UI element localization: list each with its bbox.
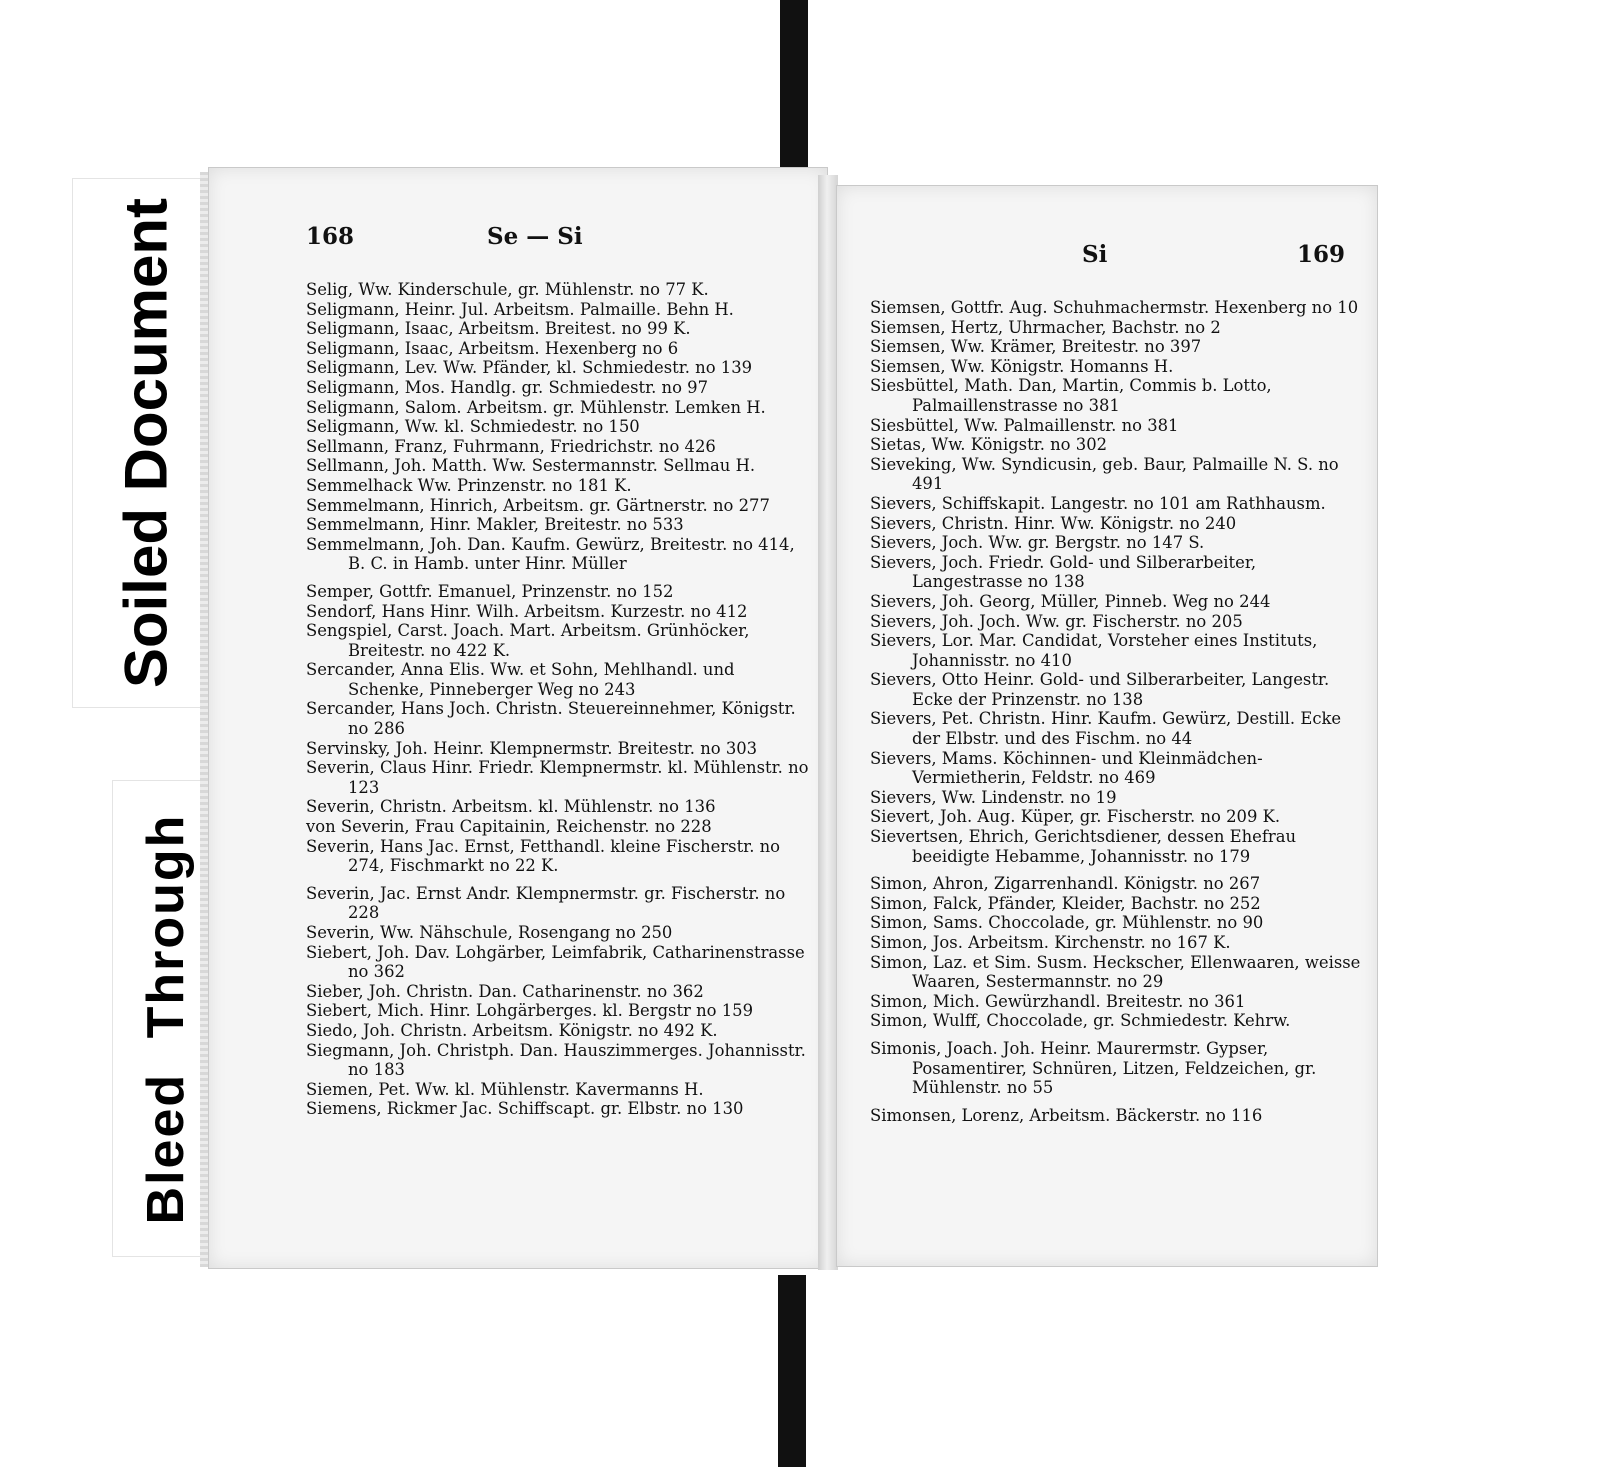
directory-entry: Sietas, Ww. Königstr. no 302: [870, 435, 1108, 455]
directory-entry: Siegmann, Joh. Christph. Dan. Hauszimmerges. Johannisstr. no 183: [306, 1040, 806, 1080]
directory-entry: Severin, Claus Hinr. Friedr. Klempnermstr. kl. Mühlenstr. no 123: [306, 758, 809, 797]
directory-entry: von Severin, Frau Capitainin, Reichenstr. no 228: [306, 817, 712, 837]
directory-entry: Simon, Ahron, Zigarrenhandl. Königstr. no 267: [870, 874, 1261, 894]
left-page: [208, 167, 828, 1269]
directory-entry: Simon, Falck, Pfänder, Kleider, Bachstr. no 252: [870, 893, 1261, 913]
directory-entry: Semmelmann, Hinrich, Arbeitsm. gr. Gärtnerstr. no 277: [306, 495, 770, 515]
left-page-header: [209, 223, 827, 257]
directory-entry: Siesbüttel, Ww. Palmaillenstr. no 381: [870, 415, 1179, 435]
directory-entry: Sercander, Hans Joch. Christn. Steuereinnehmer, Königstr. no 286: [306, 699, 796, 739]
entry-list: [306, 280, 813, 1119]
directory-entry: Simon, Jos. Arbeitsm. Kirchenstr. no 167 K.: [870, 933, 1231, 952]
running-head: Si: [1082, 241, 1108, 268]
page-number: 168: [306, 223, 355, 250]
directory-entry: Severin, Jac. Ernst Andr. Klempnermstr. gr. Fischerstr. no 228: [306, 883, 786, 923]
directory-entry: Siesbüttel, Math. Dan, Martin, Commis b. Lotto, Palmaillenstrasse no 381: [870, 376, 1272, 415]
directory-entry: Seligmann, Mos. Handlg. gr. Schmiedestr. no 97: [306, 377, 709, 397]
directory-entry: Sievers, Schiffskapit. Langestr. no 101 am Rathhausm.: [870, 493, 1326, 513]
directory-entry: Simonsen, Lorenz, Arbeitsm. Bäckerstr. no 116: [870, 1105, 1263, 1125]
directory-entry: Sievers, Joh. Georg, Müller, Pinneb. Weg no 244: [870, 591, 1271, 611]
directory-entry: Sievers, Otto Heinr. Gold- und Silberarbeiter, Langestr. Ecke der Prinzenstr. no 138: [870, 670, 1330, 709]
directory-entry: Sercander, Anna Elis. Ww. et Sohn, Mehlhandl. und Schenke, Pinneberger Weg no 243: [306, 660, 735, 699]
directory-entry: Sengspiel, Carst. Joach. Mart. Arbeitsm. Grünhöcker, Breitestr. no 422 K.: [306, 621, 750, 660]
directory-entry: Sendorf, Hans Hinr. Wilh. Arbeitsm. Kurzestr. no 412: [306, 601, 748, 621]
running-head: Se — Si: [487, 223, 583, 250]
directory-entry: Siedo, Joh. Christn. Arbeitsm. Königstr. no 492 K.: [306, 1020, 718, 1040]
directory-entry: Siemsen, Ww. Krämer, Breitestr. no 397: [870, 337, 1202, 357]
directory-entry: Simon, Wulff, Choccolade, gr. Schmiedestr. Kehrw.: [870, 1011, 1291, 1031]
directory-entry: Siemsen, Gottfr. Aug. Schuhmachermstr. Hexenberg no 10: [870, 298, 1359, 317]
directory-entry: Sievertsen, Ehrich, Gerichtsdiener, dessen Ehefrau beeidigte Hebamme, Johannisstr. no 179: [870, 827, 1297, 866]
directory-entry: Siemsen, Hertz, Uhrmacher, Bachstr. no 2: [870, 317, 1221, 337]
book-gutter: [818, 175, 838, 1270]
directory-entry: Severin, Christn. Arbeitsm. kl. Mühlenstr. no 136: [306, 797, 716, 817]
directory-entry: Sievers, Pet. Christn. Hinr. Kaufm. Gewürz, Destill. Ecke der Elbstr. und des Fischm. no 44: [870, 709, 1342, 749]
binding-bar-bottom: [778, 1275, 806, 1467]
directory-entry: Siebert, Joh. Dav. Lohgärber, Leimfabrik, Catharinenstrasse no 362: [306, 942, 805, 982]
directory-entry: Severin, Ww. Nähschule, Rosengang no 250: [306, 923, 673, 942]
directory-entry: Sieber, Joh. Christn. Dan. Catharinenstr. no 362: [306, 981, 704, 1001]
directory-entry: Simon, Sams. Choccolade, gr. Mühlenstr. no 90: [870, 913, 1264, 933]
directory-entry: Sievers, Mams. Köchinnen- und Kleinmädchen-Vermietherin, Feldstr. no 469: [870, 748, 1263, 788]
directory-entry: Semmelmann, Joh. Dan. Kaufm. Gewürz, Breitestr. no 414, B. C. in Hamb. unter Hinr. Müller: [306, 534, 795, 574]
directory-entry: Sievers, Ww. Lindenstr. no 19: [870, 787, 1117, 807]
directory-entry: Siemens, Rickmer Jac. Schiffscapt. gr. Elbstr. no 130: [306, 1099, 744, 1119]
bleed-through-label: Bleed Through: [136, 813, 195, 1224]
directory-entry: Seligmann, Lev. Ww. Pfänder, kl. Schmiedestr. no 139: [306, 358, 753, 378]
directory-entry: Semper, Gottfr. Emanuel, Prinzenstr. no 152: [306, 581, 674, 601]
directory-entry: Seligmann, Ww. kl. Schmiedestr. no 150: [306, 417, 640, 437]
directory-entry: Sellmann, Franz, Fuhrmann, Friedrichstr. no 426: [306, 436, 716, 456]
directory-entry: Seligmann, Salom. Arbeitsm. gr. Mühlenstr. Lemken H.: [306, 397, 766, 417]
directory-entry: Selig, Ww. Kinderschule, gr. Mühlenstr. no 77 K.: [306, 280, 709, 299]
directory-entry: Semmelmann, Hinr. Makler, Breitestr. no 533: [306, 515, 684, 535]
directory-entry: Semmelhack Ww. Prinzenstr. no 181 K.: [306, 475, 632, 495]
directory-entry: Simon, Mich. Gewürzhandl. Breitestr. no 361: [870, 991, 1246, 1011]
directory-entry: Sievers, Christn. Hinr. Ww. Königstr. no 240: [870, 513, 1237, 533]
entry-list: [870, 298, 1363, 1125]
directory-entry: Severin, Hans Jac. Ernst, Fetthandl. kleine Fischerstr. no 274, Fischmarkt no 22 K.: [306, 836, 781, 876]
soiled-document-label: Soiled Document: [112, 197, 179, 689]
directory-entry: Sieveking, Ww. Syndicusin, geb. Baur, Palmaille N. S. no 491: [870, 454, 1339, 494]
directory-entry: Simon, Laz. et Sim. Susm. Heckscher, Ellenwaaren, weisse Waaren, Sestermannstr. no 29: [870, 952, 1361, 992]
directory-entry: Siebert, Mich. Hinr. Lohgärberges. kl. Bergstr no 159: [306, 1001, 754, 1021]
directory-entry: Servinsky, Joh. Heinr. Klempnermstr. Breitestr. no 303: [306, 738, 758, 758]
directory-entry: Seligmann, Heinr. Jul. Arbeitsm. Palmaille. Behn H.: [306, 299, 734, 319]
right-page: [836, 185, 1378, 1267]
directory-entry: Sievers, Joh. Joch. Ww. gr. Fischerstr. no 205: [870, 611, 1243, 631]
directory-entry: Sievers, Joch. Friedr. Gold- und Silberarbeiter, Langestrasse no 138: [870, 552, 1257, 592]
directory-entry: Sievers, Joch. Ww. gr. Bergstr. no 147 S.: [870, 533, 1205, 553]
binding-bar-top: [780, 0, 808, 188]
directory-entry: Sievert, Joh. Aug. Küper, gr. Fischerstr. no 209 K.: [870, 807, 1281, 827]
right-page-header: [837, 241, 1377, 275]
directory-entry: Seligmann, Isaac, Arbeitsm. Breitest. no 99 K.: [306, 319, 691, 339]
directory-entry: Sellmann, Joh. Matth. Ww. Sestermannstr. Sellmau H.: [306, 456, 756, 476]
directory-entry: Sievers, Lor. Mar. Candidat, Vorsteher eines Instituts, Johannisstr. no 410: [870, 631, 1318, 670]
directory-entry: Seligmann, Isaac, Arbeitsm. Hexenberg no 6: [306, 338, 679, 358]
directory-entry: Siemen, Pet. Ww. kl. Mühlenstr. Kavermanns H.: [306, 1079, 704, 1099]
soiled-document-tab: [72, 178, 218, 708]
directory-entry: Simonis, Joach. Joh. Heinr. Maurermstr. Gypser, Posamentirer, Schnüren, Litzen, Feldzeichen, gr. Mühlenstr. no 55: [870, 1038, 1317, 1098]
directory-entry: Siemsen, Ww. Königstr. Homanns H.: [870, 356, 1174, 376]
page-number: 169: [1297, 241, 1346, 268]
